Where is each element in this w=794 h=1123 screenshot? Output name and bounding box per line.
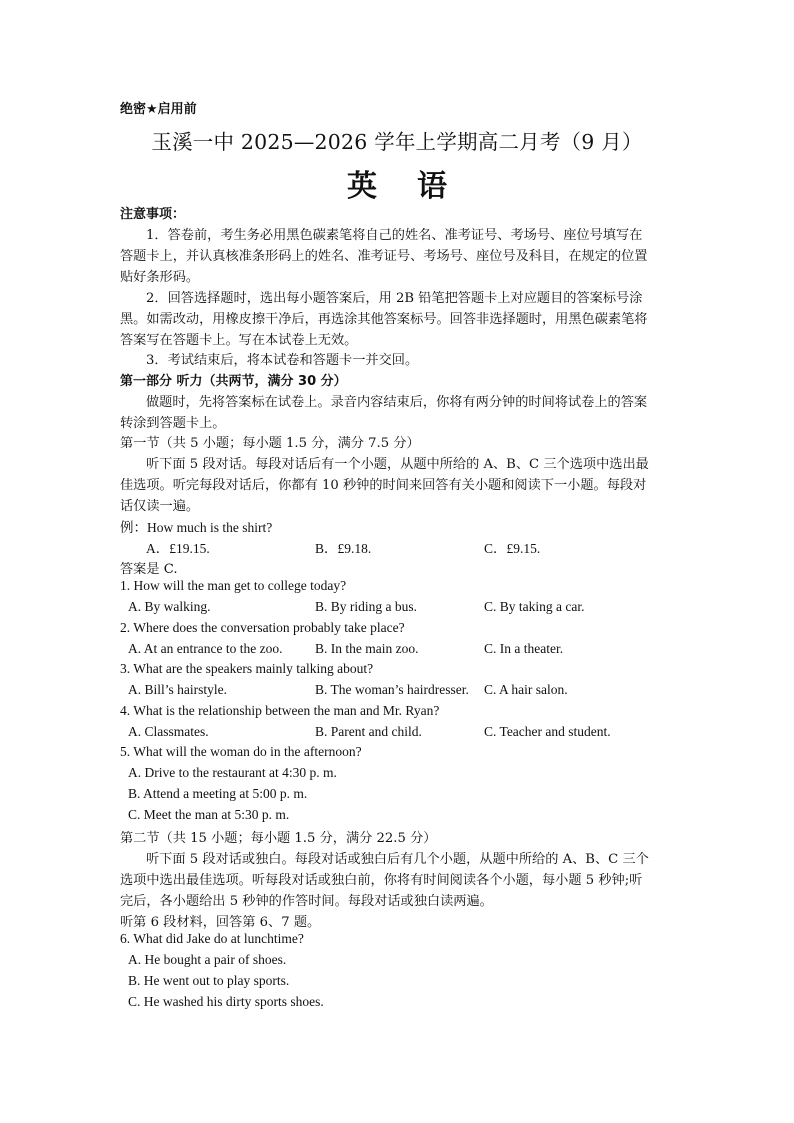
material-note: 听第 6 段材料，回答第 6、7 题。 [120, 915, 321, 930]
q3-option-b: B. The woman’s hairdresser. [315, 682, 469, 697]
q6-option-a: A. He bought a pair of shoes. [128, 952, 287, 967]
q5-option-c: C. Meet the man at 5:30 p. m. [128, 807, 290, 822]
section2-heading: 第二节（共 15 小题；每小题 1.5 分，满分 22.5 分） [120, 831, 437, 846]
q1-option-b: B. By riding a bus. [315, 599, 418, 614]
section1-instruction: 佳选项。听完每段对话后，你都有 10 秒钟的时间来回答有关小题和阅读下一小题。每段对 [120, 478, 647, 493]
section2-instruction: 选项中选出最佳选项。听每段对话或独白前，你将有时间阅读各个小题，每小题 5 秒钟;听 [120, 873, 643, 888]
example-answer: 答案是 C. [120, 562, 178, 577]
notes-line: 黑。如需改动，用橡皮擦干净后，再选涂其他答案标号。回答非选择题时，用黑色碳素笔将 [120, 312, 648, 327]
question-2: 2. Where does the conversation probably take place? [120, 620, 405, 635]
section2-instruction: 听下面 5 段对话或独白。每段对话或独白后有几个小题，从题中所给的 A、B、C 三个 [146, 852, 649, 867]
section2-instruction: 完后，各小题给出 5 秒钟的作答时间。每段对话或独白读两遍。 [120, 894, 493, 909]
part1-intro-line: 做题时，先将答案标在试卷上。录音内容结束后，你将有两分钟的时间将试卷上的答案 [146, 395, 648, 410]
q6-option-b: B. He went out to play sports. [128, 973, 290, 988]
q2-option-c: C. In a theater. [484, 641, 564, 656]
q5-option-b: B. Attend a meeting at 5:00 p. m. [128, 786, 308, 801]
q4-option-b: B. Parent and child. [315, 724, 422, 739]
example-option-c: C．£9.15. [484, 541, 541, 556]
q3-option-a: A. Bill’s hairstyle. [128, 682, 227, 697]
q6-option-c: C. He washed his dirty sports shoes. [128, 994, 324, 1009]
q4-option-c: C. Teacher and student. [484, 724, 611, 739]
question-1: 1. How will the man get to college today? [120, 578, 347, 593]
notes-line: 贴好条形码。 [120, 270, 200, 285]
exam-title: 玉溪一中 2025—2026 学年上学期高二月考（9 月） [151, 130, 643, 154]
notes-line: 答案写在答题卡上。写在本试卷上无效。 [120, 333, 358, 348]
part1-intro-line: 转涂到答题卡上。 [120, 416, 226, 431]
example-option-a: A．£19.15. [146, 541, 210, 556]
example-question: 例：How much is the shirt? [120, 520, 273, 535]
notes-line: 3．考试结束后，将本试卷和答题卡一并交回。 [146, 353, 419, 368]
q3-option-c: C. A hair salon. [484, 682, 568, 697]
question-4: 4. What is the relationship between the man and Mr. Ryan? [120, 703, 440, 718]
q1-option-c: C. By taking a car. [484, 599, 585, 614]
notes-line: 1．答卷前，考生务必用黑色碳素笔将自己的姓名、准考证号、考场号、座位号填写在 [146, 228, 643, 243]
notes-line: 2．回答选择题时，选出每小题答案后，用 2B 铅笔把答题卡上对应题目的答案标号涂 [146, 291, 643, 306]
part1-heading: 第一部分 听力（共两节，满分 30 分） [120, 374, 347, 389]
q5-option-a: A. Drive to the restaurant at 4:30 p. m. [128, 765, 337, 780]
question-5: 5. What will the woman do in the afternoon? [120, 744, 362, 759]
q4-option-a: A. Classmates. [128, 724, 209, 739]
q1-option-a: A. By walking. [128, 599, 211, 614]
question-3: 3. What are the speakers mainly talking about? [120, 661, 374, 676]
section1-instruction: 听下面 5 段对话。每段对话后有一个小题，从题中所给的 A、B、C 三个选项中选出最 [146, 457, 649, 472]
q2-option-a: A. At an entrance to the zoo. [128, 641, 283, 656]
question-6: 6. What did Jake do at lunchtime? [120, 931, 304, 946]
section1-heading: 第一节（共 5 小题；每小题 1.5 分，满分 7.5 分） [120, 436, 420, 451]
notes-heading: 注意事项： [120, 207, 186, 222]
subject-title: 英语 [347, 169, 487, 204]
confidential-label: 绝密★启用前 [120, 102, 197, 117]
example-option-b: B．£9.18. [315, 541, 372, 556]
section1-instruction: 话仅读一遍。 [120, 499, 200, 514]
q2-option-b: B. In the main zoo. [315, 641, 419, 656]
notes-line: 答题卡上，并认真核准条形码上的姓名、准考证号、考场号、座位号及科目，在规定的位置 [120, 249, 648, 264]
